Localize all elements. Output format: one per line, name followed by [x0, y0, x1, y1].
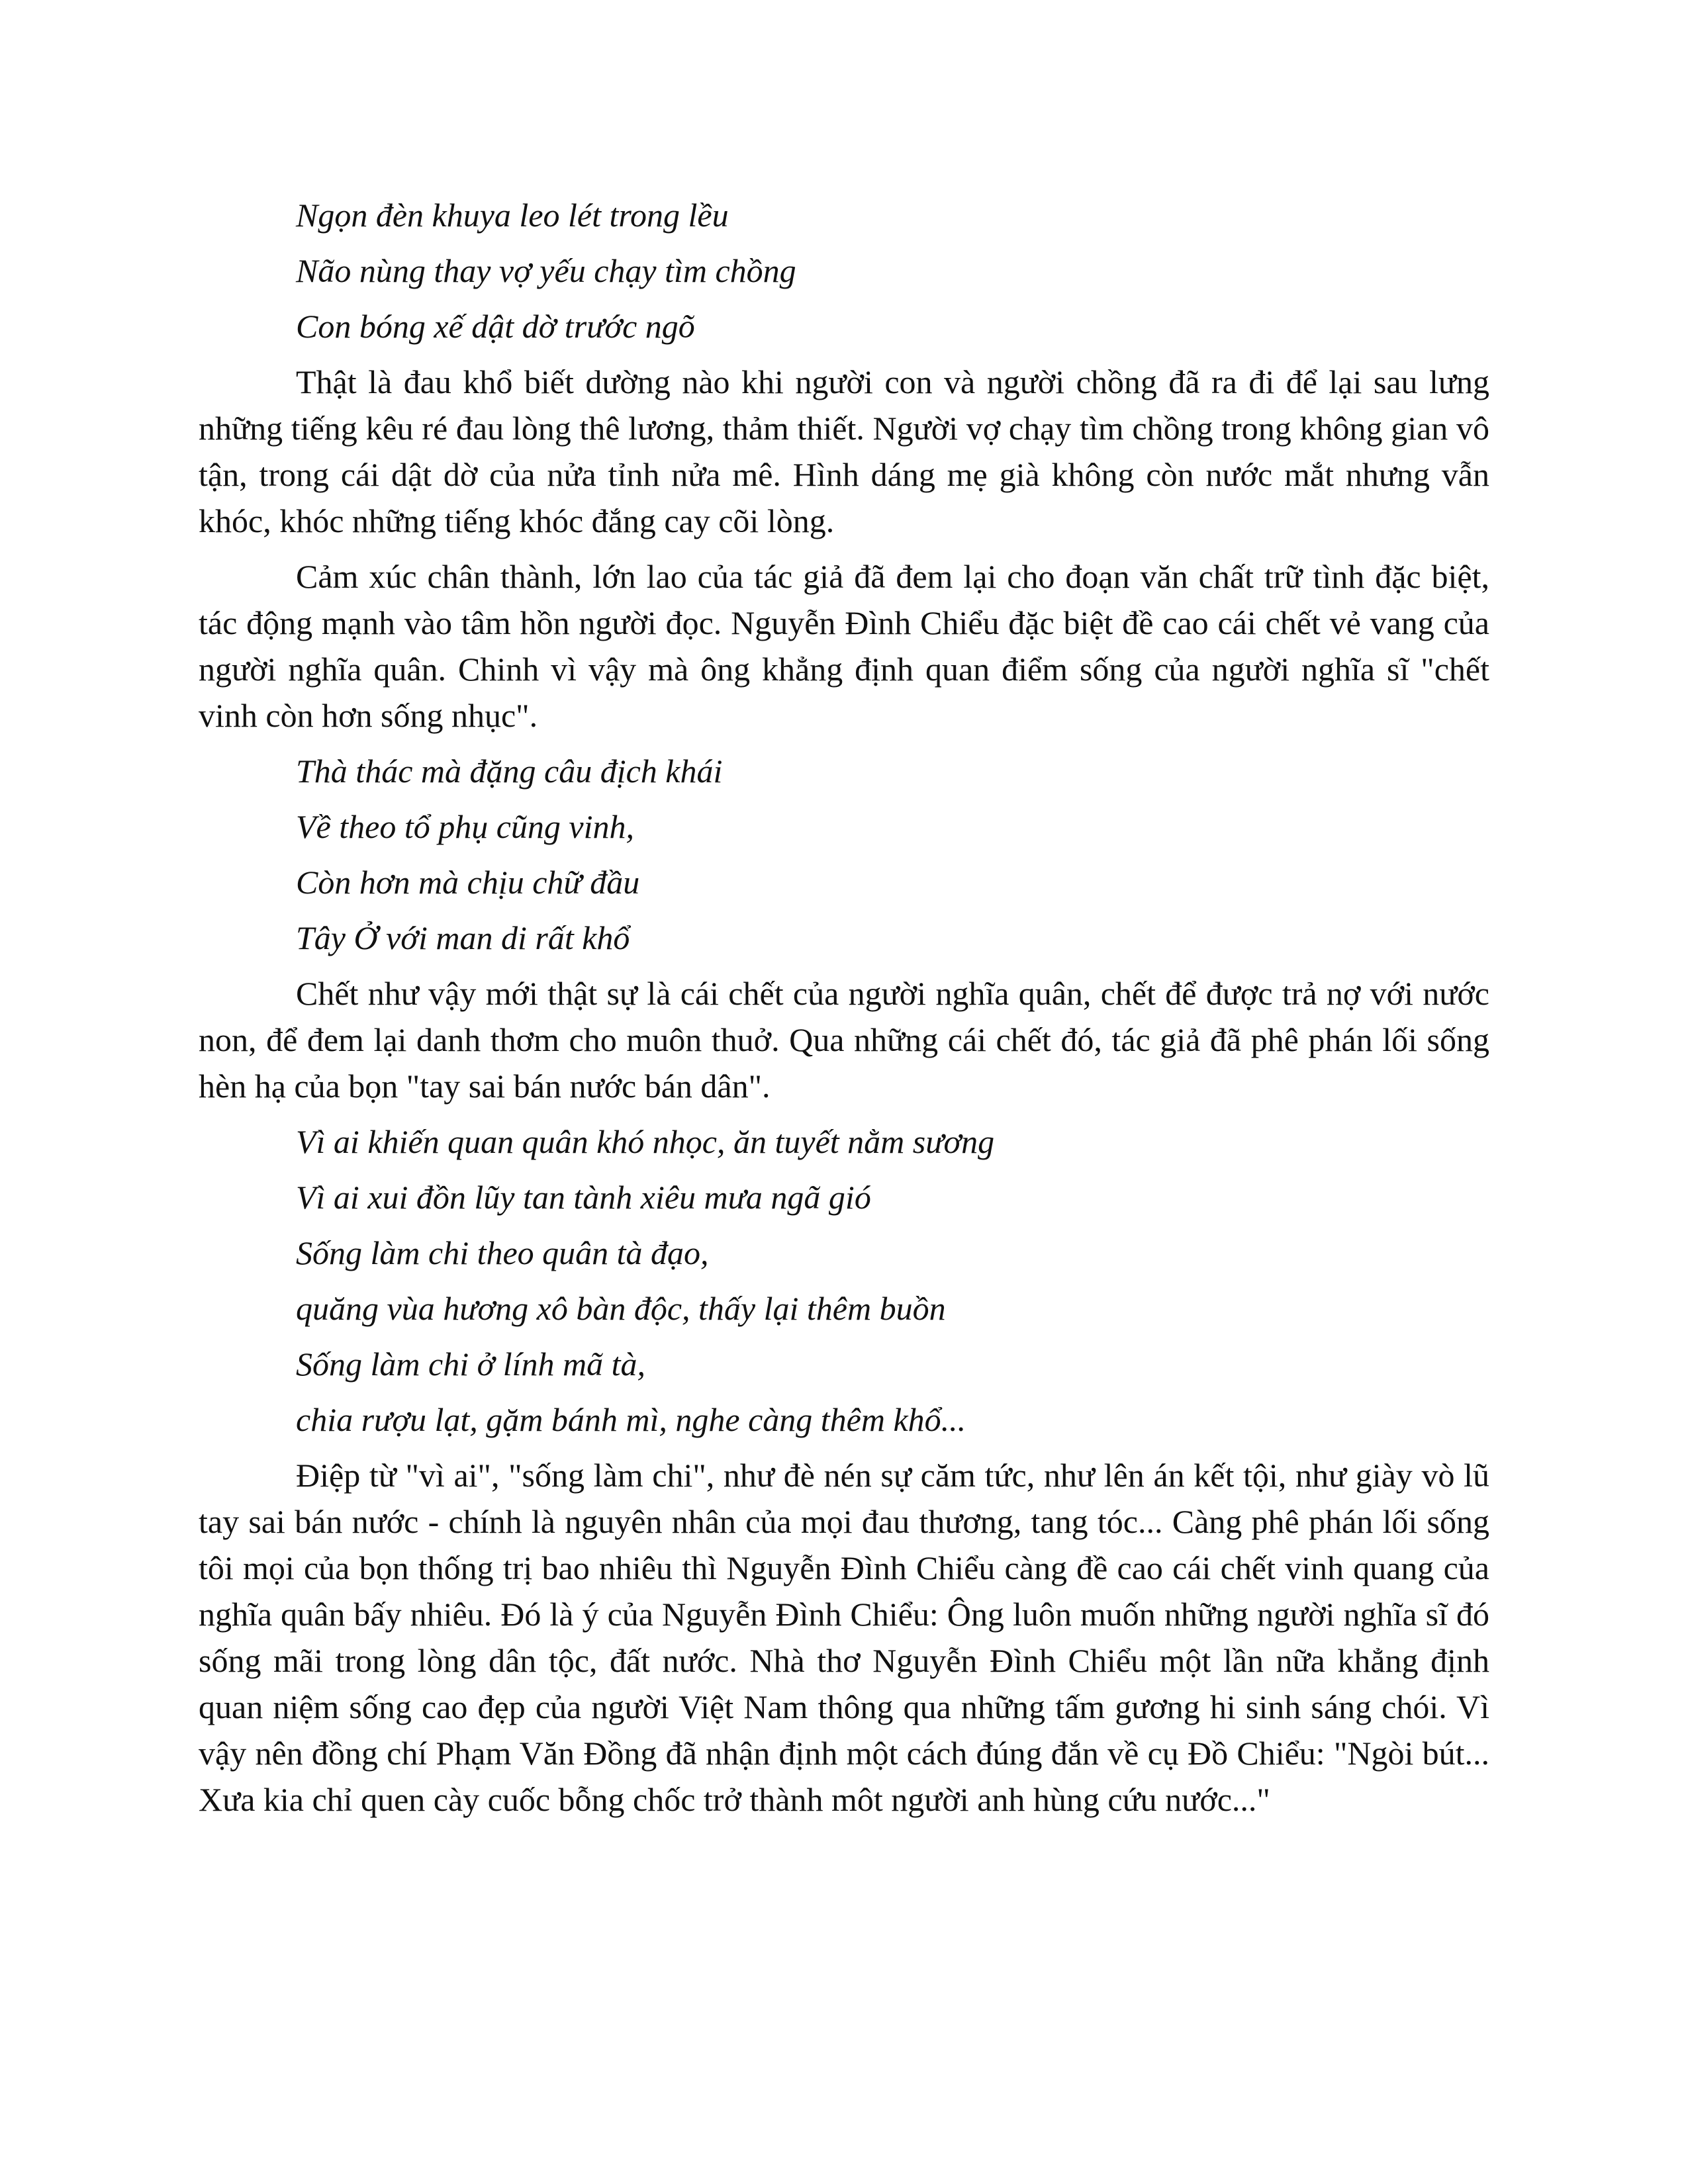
verse-line: Thà thác mà đặng câu địch khái	[296, 752, 723, 790]
verse-line: Tây Ở với man di rất khổ	[296, 919, 630, 956]
verse-line: Vì ai xui đồn lũy tan tành xiêu mưa ngã gió	[296, 1179, 871, 1216]
verse-line: Ngọn đèn khuya leo lét trong lều	[296, 197, 729, 234]
document-body	[199, 192, 1489, 1832]
verse-line: Vì ai khiến quan quân khó nhọc, ăn tuyết nằm sương	[296, 1123, 995, 1160]
verse-line: Sống làm chi theo quân tà đạo,	[296, 1234, 709, 1271]
verse-line: Sống làm chi ở lính mã tà,	[296, 1345, 646, 1383]
verse-line: chia rượu lạt, gặm bánh mì, nghe càng thêm khổ...	[296, 1401, 966, 1438]
paragraph: Điệp từ "vì ai", "sống làm chi", như đè nén sự căm tức, như lên án kết tội, như giày vò lũ tay sai bán nước - chính là nguyên nhân của mọi đau thương, tang tóc... Càng phê phán lối sống tôi mọi của bọn thống trị bao nhiêu thì Nguyễn Đình Chiểu càng đề cao cái chết vinh quang của nghĩa quân bấy nhiêu. Đó là ý của Nguyễn Đình Chiểu: Ông luôn muốn những người nghĩa sĩ đó sống mãi trong lòng dân tộc, đất nước. Nhà thơ Nguyễn Đình Chiểu một lần nữa khẳng định quan niệm sống cao đẹp của người Việt Nam thông qua những tấm gương hi sinh sáng chói. Vì vậy nên đồng chí Phạm Văn Đồng đã nhận định một cách đúng đắn về cụ Đồ Chiểu: "Ngòi bút... Xưa kia chỉ quen cày cuốc bỗng chốc trở thành môt người anh hùng cứu nước..."	[199, 1457, 1489, 1818]
verse-line: Còn hơn mà chịu chữ đầu	[296, 864, 640, 901]
paragraph: Thật là đau khổ biết dường nào khi người con và người chồng đã ra đi để lại sau lưng những tiếng kêu ré đau lòng thê lương, thảm thiết. Người vợ chạy tìm chồng trong không gian vô tận, trong cái dật dờ của nửa tỉnh nửa mê. Hình dáng mẹ già không còn nước mắt nhưng vẫn khóc, khóc những tiếng khóc đắng cay cõi lòng.	[199, 363, 1489, 539]
verse-line: Về theo tổ phụ cũng vinh,	[296, 808, 634, 845]
paragraph: Chết như vậy mới thật sự là cái chết của người nghĩa quân, chết để được trả nợ với nước non, để đem lại danh thơm cho muôn thuở. Qua những cái chết đó, tác giả đã phê phán lối sống hèn hạ của bọn "tay sai bán nước bán dân".	[199, 975, 1489, 1105]
verse-line: quăng vùa hương xô bàn độc, thấy lại thêm buồn	[296, 1290, 946, 1327]
paragraph: Cảm xúc chân thành, lớn lao của tác giả đã đem lại cho đoạn văn chất trữ tình đặc biệt, tác động mạnh vào tâm hồn người đọc. Nguyễn Đình Chiểu đặc biệt đề cao cái chết vẻ vang của người nghĩa quân. Chinh vì vậy mà ông khẳng định quan điểm sống của người nghĩa sĩ "chết vinh còn hơn sống nhục".	[199, 558, 1489, 734]
verse-line: Não nùng thay vợ yếu chạy tìm chồng	[296, 252, 796, 289]
verse-line: Con bóng xế dật dờ trước ngõ	[296, 308, 695, 345]
